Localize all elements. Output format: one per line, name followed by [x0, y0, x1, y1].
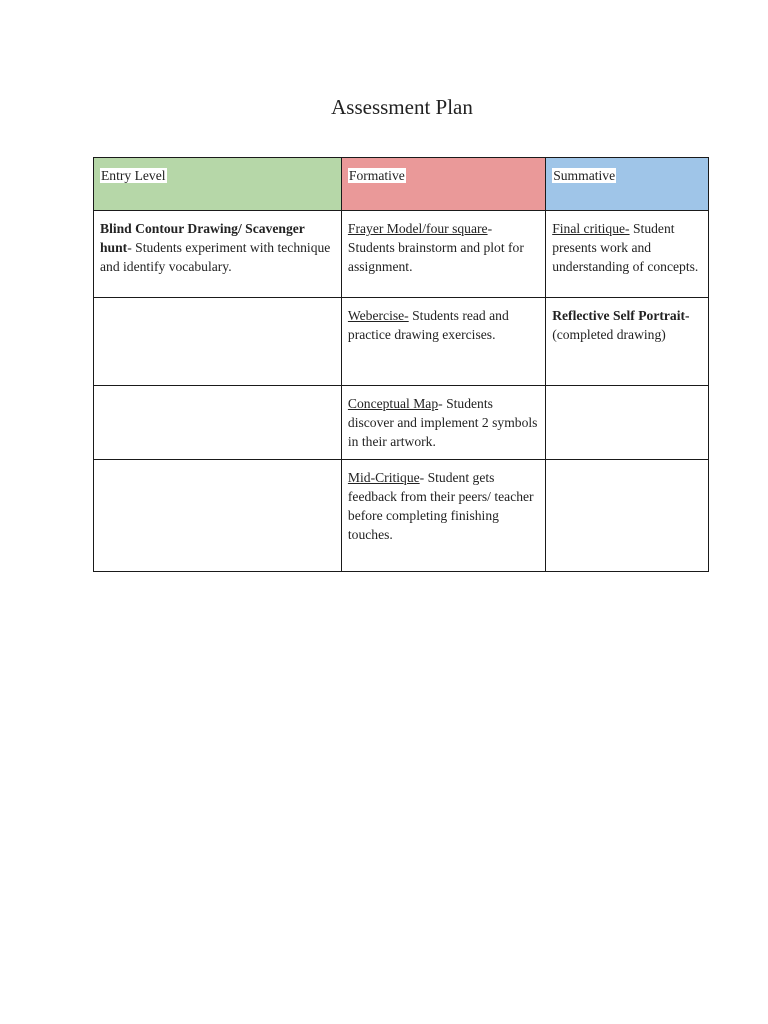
entry-cell [94, 298, 342, 386]
summative-text: (completed drawing) [552, 327, 666, 342]
summative-cell [546, 386, 709, 460]
entry-cell [94, 460, 342, 572]
page-title: Assessment Plan [331, 95, 473, 119]
formative-cell [341, 386, 545, 460]
header-summative-label: Summative [553, 168, 616, 183]
table-row [94, 211, 709, 298]
summative-cell [546, 298, 709, 386]
table-row [94, 298, 709, 386]
header-summative [546, 158, 709, 211]
formative-underlined-text: Frayer Model/four square [347, 221, 488, 236]
formative-text: Students read and practice drawing exercises. [347, 308, 509, 342]
table-row [94, 460, 709, 572]
entry-bold-text: Blind Contour Drawing/ Scavenger hunt [100, 221, 305, 255]
entry-cell [94, 386, 342, 460]
assessment-table [93, 157, 709, 572]
summative-underlined-text: Final critique- [552, 221, 630, 236]
formative-underlined-text: Conceptual Map [347, 396, 439, 411]
summative-bold-text: Reflective Self Portrait- [552, 308, 690, 323]
formative-cell [341, 460, 545, 572]
formative-text: - Student gets feedback from their peers/ teacher before completing finishing touches. [347, 470, 534, 542]
formative-text: - Students brainstorm and plot for assignment. [347, 221, 524, 274]
formative-cell [341, 298, 545, 386]
header-entry-level [94, 158, 342, 211]
entry-text: - Students experiment with technique and identify vocabulary. [100, 240, 331, 274]
header-formative [341, 158, 545, 211]
table-row [94, 386, 709, 460]
summative-cell [546, 460, 709, 572]
formative-underlined-text: Mid-Critique [347, 470, 420, 485]
formative-cell [341, 211, 545, 298]
formative-underlined-text: Webercise- [347, 308, 409, 323]
header-row [94, 158, 709, 211]
header-formative-label: Formative [348, 168, 405, 183]
summative-text: Student presents work and understanding of concepts. [552, 221, 699, 274]
formative-text: - Students discover and implement 2 symbols in their artwork. [347, 396, 538, 449]
header-entry-level-label: Entry Level [101, 168, 166, 183]
entry-cell [94, 211, 342, 298]
summative-cell [546, 211, 709, 298]
